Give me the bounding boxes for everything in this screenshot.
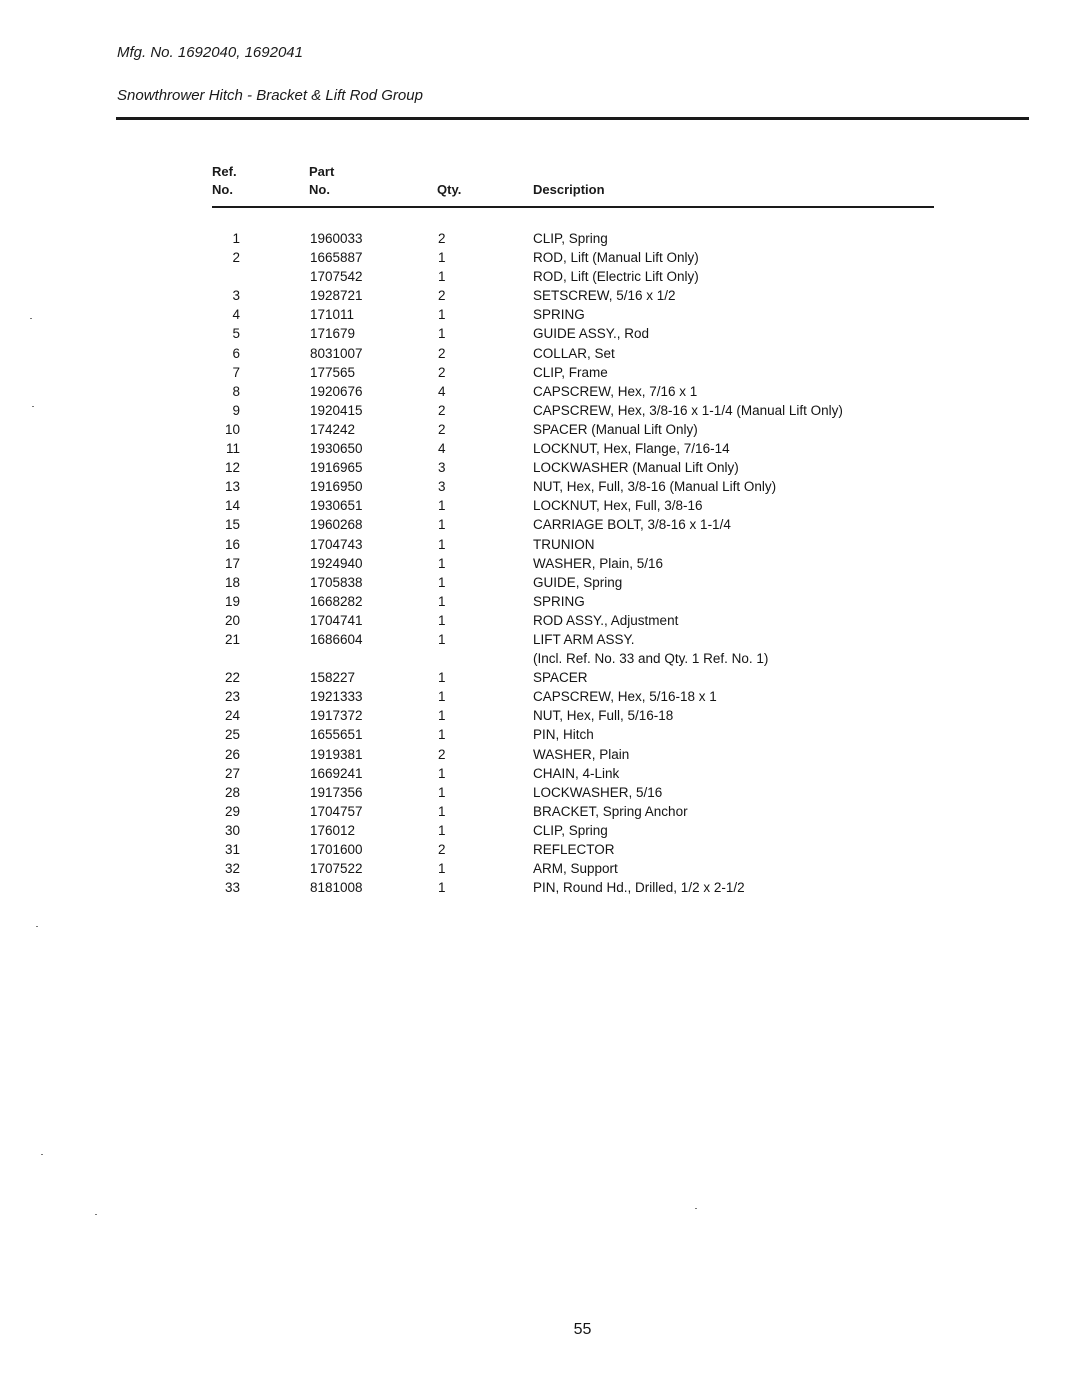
description: WASHER, Plain: [533, 746, 630, 762]
description: BRACKET, Spring Anchor: [533, 803, 688, 819]
table-row: [0, 859, 1080, 878]
table-row: [0, 496, 1080, 515]
description: CLIP, Spring: [533, 822, 608, 838]
description: REFLECTOR: [533, 842, 615, 857]
table-row: [0, 439, 1080, 458]
part-number: 1704741: [310, 612, 363, 628]
part-number: 1921333: [310, 689, 363, 705]
description: CLIP, Spring: [533, 231, 608, 246]
part-number: 1701600: [310, 842, 363, 857]
column-header-description: Description: [533, 182, 605, 197]
table-row: [0, 420, 1080, 439]
part-number: 1920676: [310, 383, 363, 399]
table-row: [0, 630, 1080, 649]
quantity: 1: [438, 307, 446, 323]
ref-number: 21: [224, 631, 240, 647]
ref-number: 33: [224, 880, 240, 896]
ref-number: 27: [224, 765, 240, 781]
table-row: [0, 229, 1080, 248]
table-row: [0, 725, 1080, 744]
ref-number: 30: [224, 822, 240, 838]
table-row: [0, 649, 1080, 668]
ref-number: 26: [224, 746, 240, 762]
quantity: 4: [438, 383, 446, 399]
quantity: 1: [438, 574, 446, 590]
part-number: 1919381: [310, 746, 363, 762]
quantity: 1: [438, 880, 446, 896]
part-number: 176012: [310, 822, 356, 838]
quantity: 2: [438, 231, 446, 246]
part-number: 1686604: [310, 631, 363, 647]
ref-number: 13: [224, 479, 240, 495]
part-number: 1930651: [310, 498, 363, 514]
scan-speck: [30, 318, 32, 319]
table-row: [0, 611, 1080, 630]
table-row: [0, 305, 1080, 324]
part-number: 1917356: [310, 784, 363, 800]
quantity: 1: [438, 784, 446, 800]
description: LOCKNUT, Hex, Flange, 7/16-14: [533, 441, 730, 457]
mfg-number: Mfg. No. 1692040, 1692041: [117, 44, 303, 61]
quantity: 2: [438, 288, 446, 304]
part-number: 1920415: [310, 402, 363, 418]
part-number: 1928721: [310, 288, 363, 304]
ref-number: 4: [232, 307, 240, 323]
ref-number: 20: [224, 612, 240, 628]
quantity: 2: [438, 746, 446, 762]
quantity: 1: [438, 708, 446, 724]
part-number: 1704743: [310, 536, 363, 552]
quantity: 3: [438, 460, 446, 476]
page-number: 55: [573, 1321, 592, 1338]
part-number: 1917372: [310, 708, 363, 724]
table-row: [0, 668, 1080, 687]
ref-number: 31: [224, 842, 240, 857]
table-row: [0, 324, 1080, 343]
column-header-part-line2: No.: [309, 182, 330, 197]
part-number: 1960268: [310, 517, 363, 533]
ref-number: 7: [232, 364, 240, 380]
description: ARM, Support: [533, 861, 618, 877]
ref-number: 29: [224, 803, 240, 819]
description: LOCKWASHER (Manual Lift Only): [533, 460, 739, 476]
quantity: 1: [438, 555, 446, 571]
ref-number: 32: [224, 861, 240, 877]
description: PIN, Round Hd., Drilled, 1/2 x 2-1/2: [533, 880, 745, 896]
part-number: 1707542: [310, 269, 363, 285]
part-number: 1669241: [310, 765, 363, 781]
ref-number: 22: [224, 670, 240, 686]
quantity: 1: [438, 727, 446, 743]
part-number: 171679: [310, 326, 356, 342]
column-header-part: [309, 163, 334, 199]
part-number: 174242: [310, 421, 356, 437]
part-number: 1665887: [310, 250, 363, 266]
quantity: 1: [438, 689, 446, 705]
column-header-qty: Qty.: [437, 182, 462, 197]
ref-number: 5: [232, 326, 240, 342]
scan-speck: [41, 1154, 43, 1155]
part-number: 1930650: [310, 441, 363, 457]
part-number: 1705838: [310, 574, 363, 590]
column-header-ref-line2: No.: [212, 182, 233, 197]
part-number: 8031007: [310, 345, 363, 361]
description: LOCKWASHER, 5/16: [533, 784, 663, 800]
ref-number: 23: [224, 689, 240, 705]
table-row: [0, 687, 1080, 706]
description: CAPSCREW, Hex, 3/8-16 x 1-1/4 (Manual Lift Only): [533, 402, 843, 418]
table-row: [0, 363, 1080, 382]
description: GUIDE, Spring: [533, 574, 623, 590]
table-row: [0, 745, 1080, 764]
table-row: [0, 382, 1080, 401]
description: CLIP, Frame: [533, 364, 608, 380]
ref-number: 18: [224, 574, 240, 590]
description: LOCKNUT, Hex, Full, 3/8-16: [533, 498, 703, 514]
description: (Incl. Ref. No. 33 and Qty. 1 Ref. No. 1): [533, 651, 769, 667]
description: SPRING: [533, 593, 585, 609]
quantity: 3: [438, 479, 446, 495]
quantity: 2: [438, 364, 446, 380]
column-header-part-line1: Part: [309, 164, 335, 179]
ref-number: 6: [232, 345, 240, 361]
quantity: 1: [438, 803, 446, 819]
scan-speck: [32, 406, 34, 407]
quantity: 1: [438, 631, 446, 647]
part-number: 1668282: [310, 593, 363, 609]
ref-number: 8: [232, 383, 240, 399]
ref-number: 9: [232, 402, 240, 418]
quantity: 1: [438, 612, 446, 628]
table-row: [0, 878, 1080, 897]
part-number: 171011: [310, 307, 355, 323]
header-rule: [116, 117, 1029, 120]
scan-speck: [36, 926, 38, 927]
table-header-rule: [212, 206, 934, 208]
description: ROD ASSY., Adjustment: [533, 612, 679, 628]
part-number: 1916965: [310, 460, 363, 476]
part-number: 1924940: [310, 555, 363, 571]
ref-number: 25: [224, 727, 240, 743]
part-number: 1960033: [310, 231, 363, 246]
description: PIN, Hitch: [533, 727, 594, 743]
group-title: Snowthrower Hitch - Bracket & Lift Rod Group: [117, 87, 423, 104]
table-row: [0, 706, 1080, 725]
ref-number: 1: [232, 231, 240, 246]
quantity: 1: [438, 326, 446, 342]
table-row: [0, 515, 1080, 534]
description: NUT, Hex, Full, 5/16-18: [533, 708, 674, 724]
scan-speck: [95, 1214, 97, 1215]
quantity: 1: [438, 670, 446, 686]
ref-number: 14: [224, 498, 240, 514]
table-row: [0, 821, 1080, 840]
description: GUIDE ASSY., Rod: [533, 326, 650, 342]
quantity: 2: [438, 421, 446, 437]
quantity: 2: [438, 842, 446, 857]
part-number: 1707522: [310, 861, 363, 877]
description: CARRIAGE BOLT, 3/8-16 x 1-1/4: [533, 517, 731, 533]
quantity: 2: [438, 345, 446, 361]
ref-number: 11: [225, 441, 240, 457]
ref-number: 24: [224, 708, 240, 724]
table-row: [0, 248, 1080, 267]
table-row: [0, 573, 1080, 592]
part-number: 1916950: [310, 479, 363, 495]
ref-number: 2: [232, 250, 240, 266]
table-row: [0, 840, 1080, 859]
description: ROD, Lift (Electric Lift Only): [533, 269, 699, 285]
description: COLLAR, Set: [533, 345, 615, 361]
ref-number: 28: [224, 784, 240, 800]
ref-number: 3: [232, 288, 240, 304]
table-row: [0, 592, 1080, 611]
ref-number: 10: [224, 421, 240, 437]
quantity: 1: [438, 250, 446, 266]
table-row: [0, 344, 1080, 363]
quantity: 1: [438, 765, 446, 781]
ref-number: 19: [224, 593, 240, 609]
description: SPRING: [533, 307, 585, 323]
table-row: [0, 554, 1080, 573]
description: TRUNION: [533, 536, 595, 552]
description: NUT, Hex, Full, 3/8-16 (Manual Lift Only): [533, 479, 777, 495]
description: ROD, Lift (Manual Lift Only): [533, 250, 699, 266]
quantity: 2: [438, 402, 446, 418]
table-row: [0, 535, 1080, 554]
description: SPACER: [533, 670, 588, 686]
ref-number: 12: [224, 460, 240, 476]
column-header-ref: [212, 163, 237, 199]
column-header-ref-line1: Ref.: [212, 164, 237, 179]
quantity: 1: [438, 861, 446, 877]
quantity: 1: [438, 498, 446, 514]
quantity: 1: [438, 536, 446, 552]
part-number: 1704757: [310, 803, 363, 819]
description: SPACER (Manual Lift Only): [533, 421, 698, 437]
part-number: 1655651: [310, 727, 363, 743]
table-row: [0, 267, 1080, 286]
table-row: [0, 477, 1080, 496]
table-row: [0, 458, 1080, 477]
description: CAPSCREW, Hex, 5/16-18 x 1: [533, 689, 717, 705]
part-number: 8181008: [310, 880, 363, 896]
ref-number: 16: [224, 536, 240, 552]
table-row: [0, 783, 1080, 802]
table-row: [0, 764, 1080, 783]
quantity: 1: [438, 517, 446, 533]
table-row: [0, 401, 1080, 420]
parts-table: [0, 229, 1080, 897]
table-row: [0, 286, 1080, 305]
description: LIFT ARM ASSY.: [533, 631, 635, 647]
ref-number: 17: [224, 555, 240, 571]
description: SETSCREW, 5/16 x 1/2: [533, 288, 676, 304]
quantity: 1: [438, 822, 446, 838]
ref-number: 15: [224, 517, 240, 533]
quantity: 1: [438, 593, 446, 609]
description: WASHER, Plain, 5/16: [533, 555, 664, 571]
description: CAPSCREW, Hex, 7/16 x 1: [533, 383, 698, 399]
quantity: 1: [438, 269, 446, 285]
table-row: [0, 802, 1080, 821]
scan-speck: [695, 1208, 697, 1209]
part-number: 158227: [310, 670, 356, 686]
part-number: 177565: [310, 364, 356, 380]
description: CHAIN, 4-Link: [533, 765, 620, 781]
quantity: 4: [438, 441, 446, 457]
